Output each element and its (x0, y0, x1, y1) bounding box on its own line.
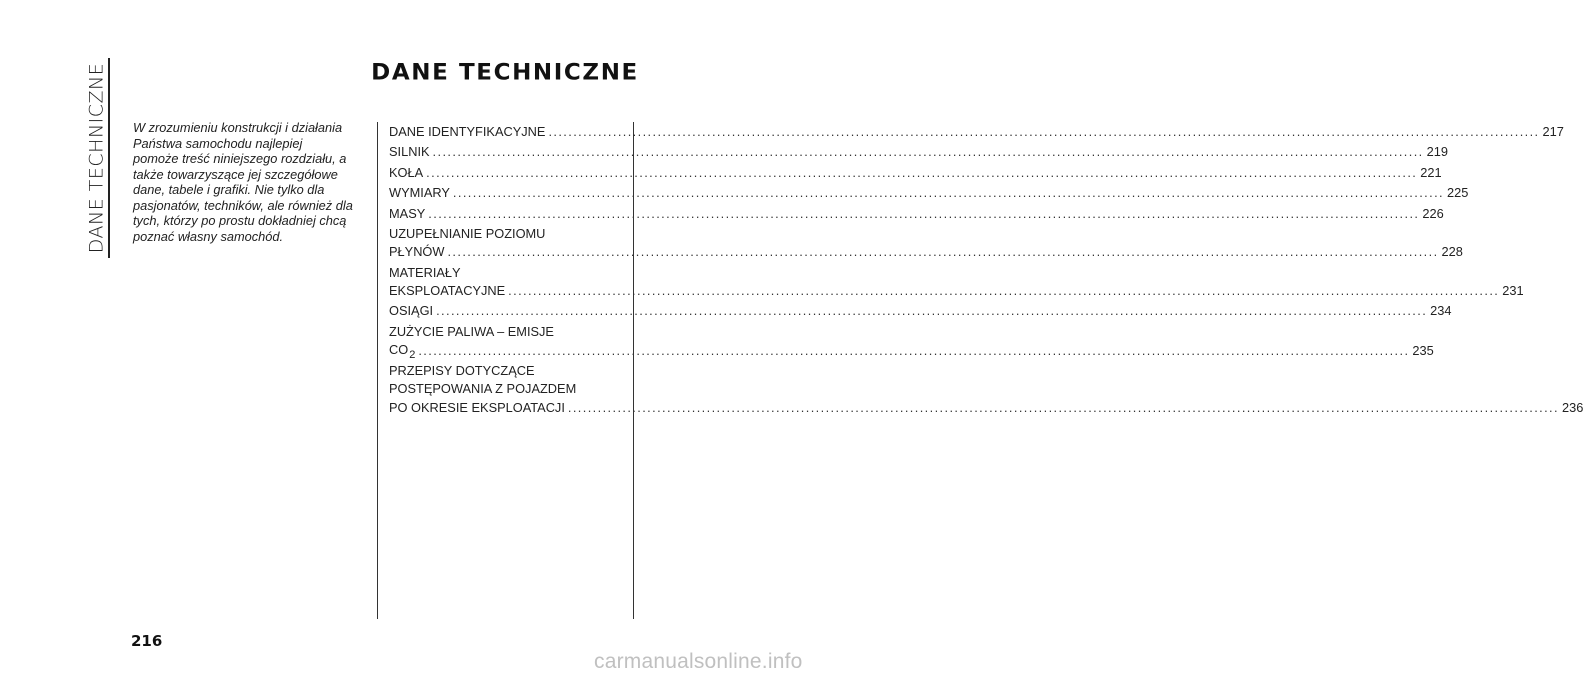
toc-leader-dots: ........................................................................................................................................................................................................ (452, 185, 1444, 201)
toc-entry-title (389, 123, 545, 141)
toc-entry-title-text: WYMIARY (389, 185, 450, 201)
toc-entry[interactable] (389, 302, 1452, 320)
toc-entry-title-text: EKSPLOATACYJNE (389, 282, 506, 298)
toc-page-number: 225 (1447, 185, 1469, 201)
table-of-contents (389, 123, 1583, 419)
toc-entry-subscript: 2 (409, 348, 416, 361)
toc-entry-title (389, 143, 430, 161)
toc-page-number: 234 (1430, 303, 1452, 319)
toc-leader-dots: ........................................................................................................................................................................................................ (426, 164, 1418, 180)
toc-entry-line: POSTĘPOWANIA Z POJAZDEM (389, 381, 577, 397)
intro-line: tych, którzy po prostu dokładniej chcą (133, 213, 347, 228)
toc-entry-last-line (389, 341, 1434, 361)
toc-entry[interactable] (389, 323, 1434, 361)
toc-leader-dots: ........................................................................................................................................................................................................ (418, 342, 1410, 358)
toc-entry[interactable] (389, 143, 1448, 161)
toc-entry-title (389, 341, 415, 360)
toc-entry-last-line (389, 302, 1452, 320)
chapter-title: DANE TECHNICZNE (371, 60, 639, 86)
toc-entry-last-line (389, 143, 1448, 161)
page-number: 216 (131, 632, 163, 650)
toc-entry-title-text: CO (389, 341, 409, 357)
toc-entry[interactable] (389, 205, 1444, 223)
toc-page-number: 217 (1542, 124, 1564, 139)
toc-entry-title-text: MASY (389, 205, 426, 221)
toc-entry[interactable] (389, 264, 1524, 300)
toc-entry-title (389, 243, 444, 261)
watermark: carmanualsonline.info (594, 650, 803, 673)
toc-entry[interactable] (389, 123, 1564, 141)
toc-entry-title-text: PO OKRESIE EKSPLOATACJI (389, 399, 565, 415)
toc-page-number: 235 (1412, 342, 1434, 358)
toc-entry-title (389, 205, 425, 223)
toc-entry-title-text: PŁYNÓW (389, 244, 445, 260)
toc-entry-last-line (389, 243, 1463, 261)
column-divider-left (377, 122, 378, 619)
toc-entry-title (389, 399, 565, 417)
toc-page-number: 226 (1422, 205, 1444, 221)
toc-entry-line: MATERIAŁY (389, 264, 461, 280)
intro-line: poznać własny samochód. (133, 228, 284, 244)
intro-line: W zrozumieniu konstrukcji i działania (133, 120, 343, 135)
side-divider (108, 58, 110, 258)
toc-leader-dots: ........................................................................................................................................................................................................ (436, 303, 1428, 319)
toc-entry-title (389, 282, 505, 300)
toc-entry[interactable] (389, 362, 1583, 417)
toc-entry-title-text: OSIĄGI (389, 303, 434, 319)
toc-entry[interactable] (389, 184, 1469, 202)
toc-entry-title-text: DANE IDENTYFIKACYJNE (389, 124, 546, 139)
toc-entry-title (389, 184, 450, 202)
toc-page-number: 236 (1561, 399, 1583, 415)
toc-entry-last-line (389, 184, 1469, 202)
intro-line: Państwa samochodu najlepiej (133, 135, 303, 151)
section-side-title-text: DANE TECHNICZNE (85, 62, 108, 254)
toc-page-number: 221 (1420, 164, 1442, 180)
toc-entry-title (389, 302, 433, 320)
toc-entry-last-line (389, 205, 1444, 223)
toc-page-number: 219 (1426, 144, 1448, 160)
toc-leader-dots: ........................................................................................................................................................................................................ (508, 282, 1500, 298)
toc-entry-line: PRZEPISY DOTYCZĄCE (389, 363, 535, 379)
intro-line: pasjonatów, techników, ale również dla (133, 197, 353, 213)
toc-entry-last-line (389, 282, 1524, 300)
intro-line: pomoże treść niniejszego rozdziału, a (133, 151, 347, 166)
toc-entry[interactable] (389, 164, 1442, 182)
toc-leader-dots: ........................................................................................................................................................................................................ (432, 144, 1424, 160)
toc-entry-title (389, 164, 423, 182)
intro-line: także towarzyszące jej szczegółowe (133, 166, 338, 182)
toc-entry-line: ZUŻYCIE PALIWA – EMISJE (389, 323, 554, 339)
toc-leader-dots: ........................................................................................................................................................................................................ (428, 205, 1420, 221)
toc-leader-dots: ........................................................................................................................................................................................................ (447, 244, 1439, 260)
intro-line: dane, tabele i grafiki. Nie tylko dla (133, 182, 325, 197)
toc-page-number: 228 (1441, 244, 1463, 260)
toc-leader-dots: ........................................................................................................................................................................................................ (548, 124, 1540, 139)
toc-entry-title-text: KOŁA (389, 164, 424, 180)
section-side-title (84, 58, 108, 258)
toc-entry-line: UZUPEŁNIANIE POZIOMU (389, 225, 546, 241)
intro-paragraph (133, 120, 369, 244)
toc-page-number: 231 (1502, 282, 1524, 298)
toc-entry[interactable] (389, 225, 1463, 261)
toc-leader-dots: ........................................................................................................................................................................................................ (567, 399, 1559, 415)
toc-entry-last-line (389, 399, 1583, 417)
toc-entry-title-text: SILNIK (389, 144, 430, 160)
toc-entry-last-line (389, 123, 1564, 141)
toc-entry-last-line (389, 164, 1442, 182)
